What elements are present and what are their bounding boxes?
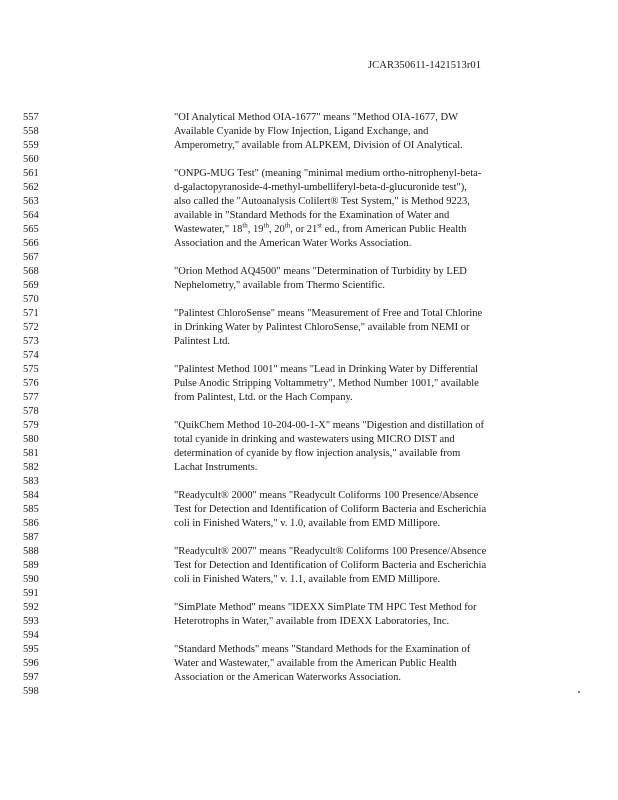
line-number: 560 [23,154,39,165]
definition-line: "OI Analytical Method OIA-1677" means "Method OIA-1677, DW [174,112,459,123]
definition-line: Available Cyanide by Flow Injection, Ligand Exchange, and [174,126,429,137]
definition-line: determination of cyanide by flow injection analysis," available from [174,448,461,459]
line-number: 559 [23,140,39,151]
definition-line: "Standard Methods" means "Standard Methods for the Examination of [174,644,471,655]
line-number: 589 [23,560,39,571]
line-number: 596 [23,658,39,669]
definition-line: Nephelometry," available from Thermo Scientific. [174,280,386,291]
definition-line: d-galactopyranoside-4-methyl-umbelliferyl-beta-d-glucuronide test"), [174,182,467,193]
line-number: 576 [23,378,39,389]
definition-line: Pulse Anodic Stripping Voltammetry", Method Number 1001," available [174,378,479,389]
definition-line: Amperometry," available from ALPKEM, Division of OI Analytical. [174,140,463,151]
line-number: 565 [23,224,39,235]
line-number: 561 [23,168,39,179]
line-number: 563 [23,196,39,207]
line-number: 597 [23,672,39,683]
definition-line: Association and the American Water Works Association. [174,238,412,249]
line-number: 588 [23,546,39,557]
definition-line: Wastewater," 18th, 19th, 20th, or 21st ed., from American Public Health [174,221,467,235]
line-number: 595 [23,644,39,655]
definition-line: "SimPlate Method" means "IDEXX SimPlate TM HPC Test Method for [174,602,477,613]
definition-line: "QuikChem Method 10-204-00-1-X" means "Digestion and distillation of [174,420,485,431]
line-number: 564 [23,210,39,221]
document-id: JCAR350611-1421513r01 [368,60,482,71]
line-number: 587 [23,532,39,543]
scan-speck [578,691,580,693]
line-number: 572 [23,322,39,333]
line-number: 574 [23,350,39,361]
definition-line: "ONPG-MUG Test" (meaning "minimal medium ortho-nitrophenyl-beta- [174,168,482,179]
definition-line: from Palintest, Ltd. or the Hach Company. [174,392,353,403]
line-number: 566 [23,238,39,249]
line-number: 579 [23,420,39,431]
line-number: 569 [23,280,39,291]
line-number: 570 [23,294,39,305]
line-number: 575 [23,364,39,375]
definition-line: Lachat Instruments. [174,462,258,473]
line-number: 584 [23,490,39,501]
definition-line: "Palintest Method 1001" means "Lead in Drinking Water by Differential [174,364,479,375]
definition-line: Water and Wastewater," available from the American Public Health [174,658,457,669]
definition-line: "Orion Method AQ4500" means "Determination of Turbidity by LED [174,266,467,277]
line-number: 571 [23,308,39,319]
definition-line: "Palintest ChloroSense" means "Measurement of Free and Total Chlorine [174,308,483,319]
line-number: 598 [23,686,39,697]
definition-line: Heterotrophs in Water," available from IDEXX Laboratories, Inc. [174,616,450,627]
definition-line: Test for Detection and Identification of Coliform Bacteria and Escherichia [174,560,487,571]
line-number: 558 [23,126,39,137]
definition-line: coli in Finished Waters," v. 1.1, available from EMD Millipore. [174,574,441,585]
line-number: 573 [23,336,39,347]
definition-line: total cyanide in drinking and wastewaters using MICRO DIST and [174,434,455,445]
definition-line: Test for Detection and Identification of Coliform Bacteria and Escherichia [174,504,487,515]
definition-line: "Readycult® 2000" means "Readycult Coliforms 100 Presence/Absence [174,490,479,501]
line-number: 591 [23,588,39,599]
line-number: 562 [23,182,39,193]
line-number: 557 [23,112,39,123]
line-number: 594 [23,630,39,641]
line-number: 567 [23,252,39,263]
line-number: 586 [23,518,39,529]
definition-line: Association or the American Waterworks Association. [174,672,401,683]
line-number: 568 [23,266,39,277]
line-number: 592 [23,602,39,613]
definition-line: Palintest Ltd. [174,336,230,347]
definition-line: "Readycult® 2007" means "Readycult® Coliforms 100 Presence/Absence [174,546,487,557]
line-number: 578 [23,406,39,417]
line-number: 580 [23,434,39,445]
line-number: 583 [23,476,39,487]
line-number: 593 [23,616,39,627]
line-number: 581 [23,448,39,459]
line-number: 577 [23,392,39,403]
definition-line: also called the "Autoanalysis Colilert® Test System," is Method 9223, [174,196,470,207]
definition-line: available in "Standard Methods for the Examination of Water and [174,210,450,221]
definition-line: in Drinking Water by Palintest ChloroSense," available from NEMI or [174,322,470,333]
line-number: 582 [23,462,39,473]
line-number: 590 [23,574,39,585]
line-number: 585 [23,504,39,515]
definition-line: coli in Finished Waters," v. 1.0, available from EMD Millipore. [174,518,441,529]
